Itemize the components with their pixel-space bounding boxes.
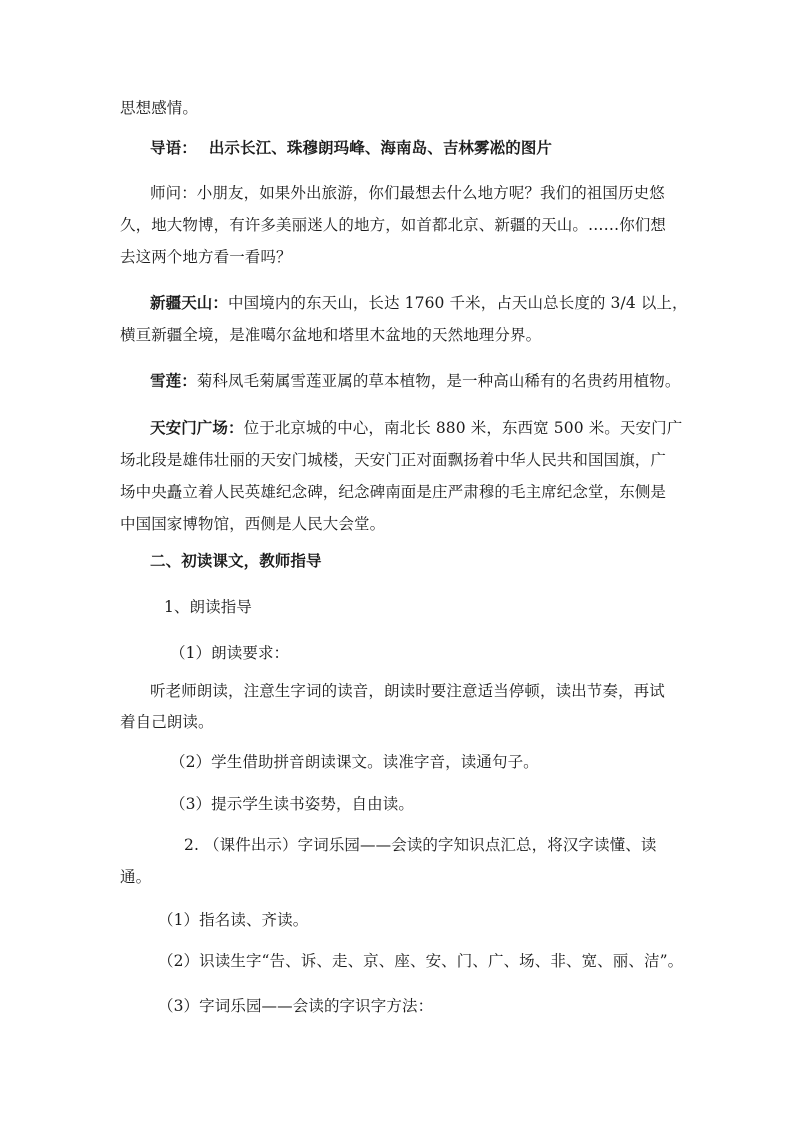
intro-tail-line	[120, 98, 198, 118]
daoyu-label: 导语：	[150, 138, 197, 157]
xuelian-label: 雪莲：	[150, 371, 197, 390]
shiwen-line-1: 师问：小朋友，如果外出旅游，你们最想去什么地方呢？我们的祖国历史悠	[150, 184, 665, 202]
item-2-line-2: 通。	[120, 868, 152, 886]
section2-heading: 二、初读课文，教师指导	[150, 551, 322, 570]
shiwen-line-3: 去这两个地方看一看吗？	[120, 248, 292, 266]
tianshan-line-2: 横亘新疆全境，是准噶尔盆地和塔里木盆地的天然地理分界。	[120, 326, 542, 344]
item-1-1: （1）朗读要求：	[170, 644, 290, 662]
tianshan-text-1: 中国境内的东天山，长达 1760 千米，占天山总长度的 3/4 以上，	[228, 294, 688, 312]
tiananmen-line-2: 场北段是雄伟壮丽的天安门城楼，天安门正对面飘扬着中华人民共和国国旗，广	[120, 451, 667, 469]
item-2-1: （1）指名读、齐读。	[158, 911, 309, 929]
item-1: 1、朗读指导	[164, 598, 252, 616]
tiananmen-label: 天安门广场：	[150, 418, 244, 437]
tianshan-line-1	[150, 293, 688, 313]
xuelian-line	[150, 371, 680, 391]
tiananmen-line-4: 中国国家博物馆，西侧是人民大会堂。	[120, 515, 386, 533]
teacher-read-line-1: 听老师朗读，注意生字词的读音，朗读时要注意适当停顿，读出节奏，再试	[150, 682, 665, 700]
daoyu-text: 出示长江、珠穆朗玛峰、海南岛、吉林雾凇的图片	[208, 138, 553, 157]
item-1-2: （2）学生借助拼音朗读课文。读准字音，读通句子。	[170, 753, 539, 771]
tiananmen-text-1: 位于北京城的中心，南北长 880 米，东西宽 500 米。天安门广	[243, 419, 683, 437]
tiananmen-line-3: 场中央矗立着人民英雄纪念碑，纪念碑南面是庄严肃穆的毛主席纪念堂，东侧是	[120, 483, 667, 501]
item-2-3: （3）字词乐园——会读的字识字方法：	[158, 997, 434, 1015]
shiwen-line-2: 久，地大物博，有许多美丽迷人的地方，如首都北京、新疆的天山。……你们想	[120, 216, 667, 234]
tiananmen-line-1	[150, 418, 682, 438]
item-1-3: （3）提示学生读书姿势，自由读。	[170, 795, 414, 813]
intro-tail-text: 思想感情。	[120, 99, 199, 117]
item-2-line-1: 2. （课件出示）字词乐园——会读的字知识点汇总，将汉字读懂、读	[184, 836, 657, 854]
xuelian-text: 菊科凤毛菊属雪莲亚属的草本植物，是一种高山稀有的名贵药用植物。	[196, 372, 681, 390]
item-2-2: （2）识读生字“告、诉、走、京、座、安、门、广、场、非、宽、丽、洁”。	[158, 952, 684, 970]
daoyu-line	[150, 138, 552, 158]
tianshan-label: 新疆天山：	[150, 293, 229, 312]
teacher-read-line-2: 着自己朗读。	[120, 713, 214, 731]
